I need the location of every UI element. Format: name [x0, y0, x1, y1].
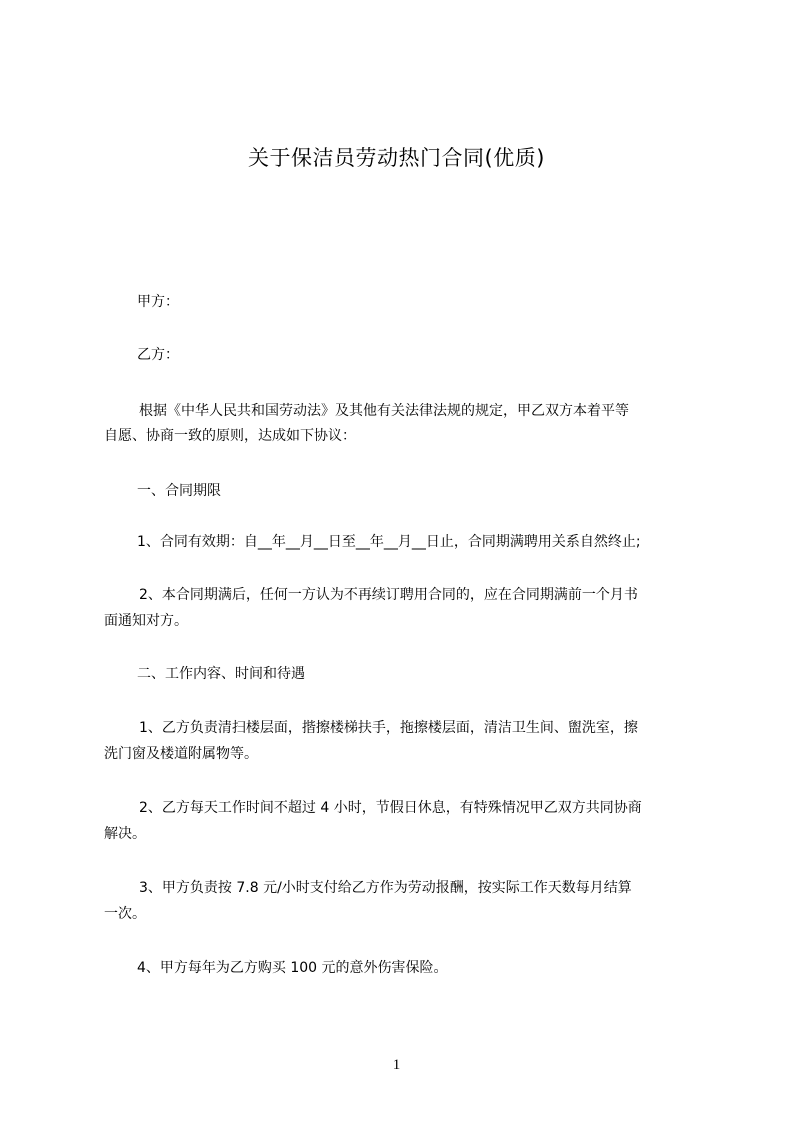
- section-1-heading: 一、合同期限: [137, 483, 221, 499]
- section-2-clause-2-line-1: 2、乙方每天工作时间不超过 4 小时，节假日休息，有特殊情况甲乙双方共同协商: [139, 800, 642, 816]
- page-number: 1: [392, 1057, 401, 1073]
- section-1-clause-2-line-1: 2、本合同期满后，任何一方认为不再续订聘用合同的，应在合同期满前一个月书: [139, 587, 638, 603]
- section-2-clause-3-line-1: 3、甲方负责按 7.8 元/小时支付给乙方作为劳动报酬，按实际工作天数每月结算: [139, 880, 632, 896]
- party-b-label: 乙方：: [137, 347, 179, 363]
- section-2-clause-4: 4、甲方每年为乙方购买 100 元的意外伤害保险。: [137, 960, 448, 976]
- section-2-heading: 二、工作内容、时间和待遇: [137, 666, 305, 682]
- section-2-clause-1-line-1: 1、乙方负责清扫楼层面，揩擦楼梯扶手，拖擦楼层面，清洁卫生间、盥洗室，擦: [139, 720, 638, 736]
- section-2-clause-2-line-2: 解决。: [104, 826, 146, 842]
- section-2-clause-3-line-2: 一次。: [104, 906, 146, 922]
- section-2-clause-1-line-2: 洗门窗及楼道附属物等。: [104, 746, 258, 762]
- section-1-clause-1: 1、合同有效期：自__年__月__日至__年__月__日止，合同期满聘用关系自然终止;: [137, 534, 641, 550]
- section-1-clause-2-line-2: 面通知对方。: [104, 613, 188, 629]
- preamble-line-1: 根据《中华人民共和国劳动法》及其他有关法律法规的规定，甲乙双方本着平等: [139, 403, 629, 419]
- document-title: 关于保洁员劳动热门合同(优质): [248, 146, 545, 170]
- party-a-label: 甲方：: [137, 294, 179, 310]
- preamble-line-2: 自愿、协商一致的原则，达成如下协议：: [104, 428, 356, 444]
